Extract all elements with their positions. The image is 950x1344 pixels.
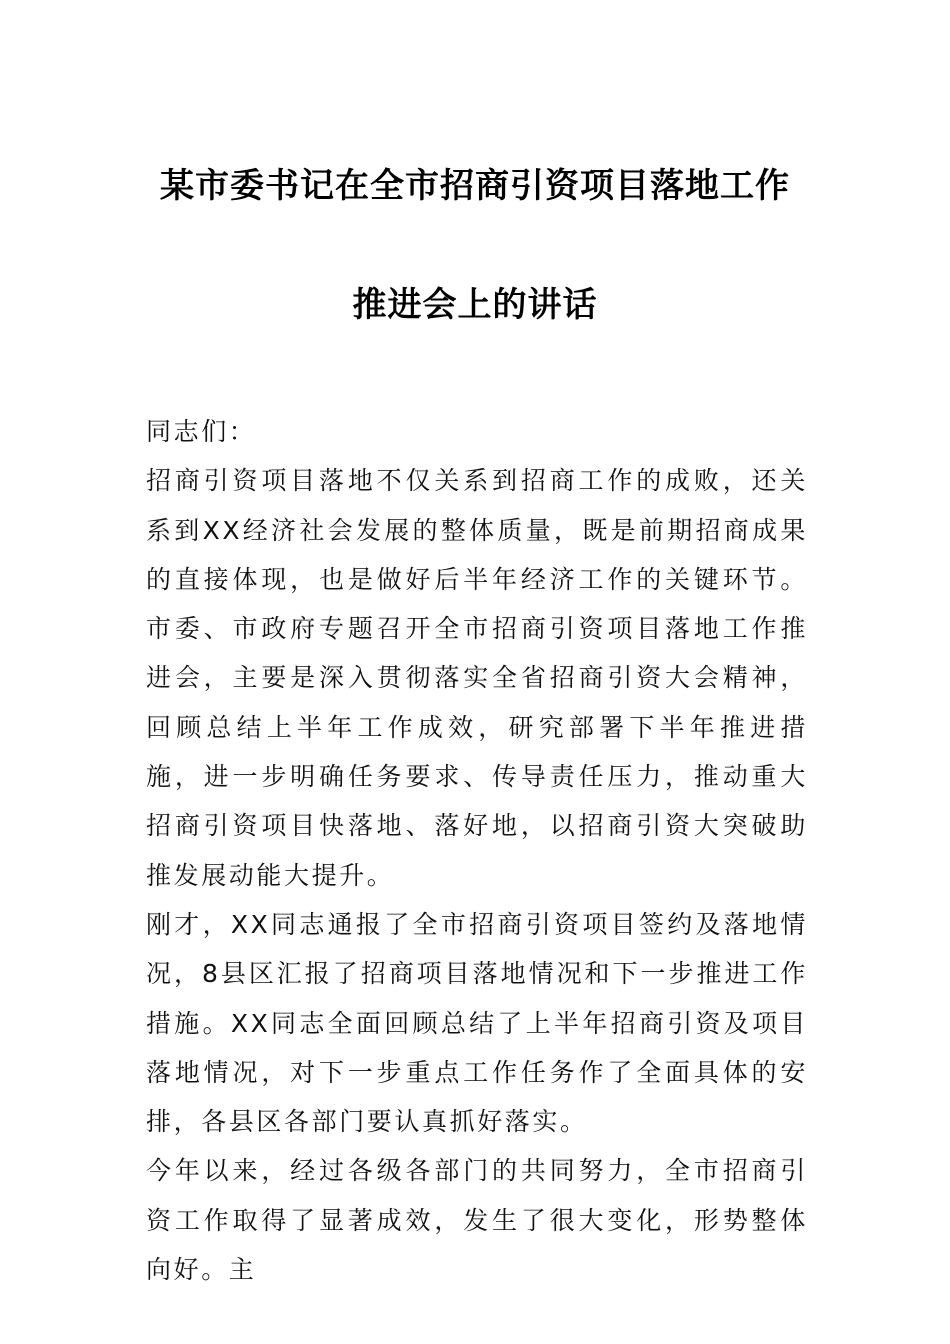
- document-body: [146, 407, 808, 1294]
- paragraph-3: 今年以来，经过各级各部门的共同努力，全市招商引资工作取得了显著成效，发生了很大变化，形势整体向好。主: [146, 1156, 808, 1285]
- paragraph-2: 刚才，XX同志通报了全市招商引资项目签约及落地情况，8县区汇报了招商项目落地情况和下一步推进工作措施。XX同志全面回顾总结了上半年招商引资及项目落地情况，对下一步重点工作任务作了全面具体的安排，各县区各部门要认真抓好落实。: [146, 909, 808, 1137]
- salutation: 同志们：: [146, 417, 257, 446]
- document-title-line-2: 推进会上的讲话: [352, 285, 598, 325]
- document-title-line-1: 某市委书记在全市招商引资项目落地工作: [160, 166, 790, 206]
- paragraph-1: 招商引资项目落地不仅关系到招商工作的成败，还关系到XX经济社会发展的整体质量，既是前期招商成果的直接体现，也是做好后半年经济工作的关键环节。市委、市政府专题召开全市招商引资项目落地工作推进会，主要是深入贯彻落实全省招商引资大会精神，回顾总结上半年工作成效，研究部署下半年推进措施，进一步明确任务要求、传导责任压力，推动重大招商引资项目快落地、落好地，以招商引资大突破助推发展动能大提升。: [146, 466, 808, 890]
